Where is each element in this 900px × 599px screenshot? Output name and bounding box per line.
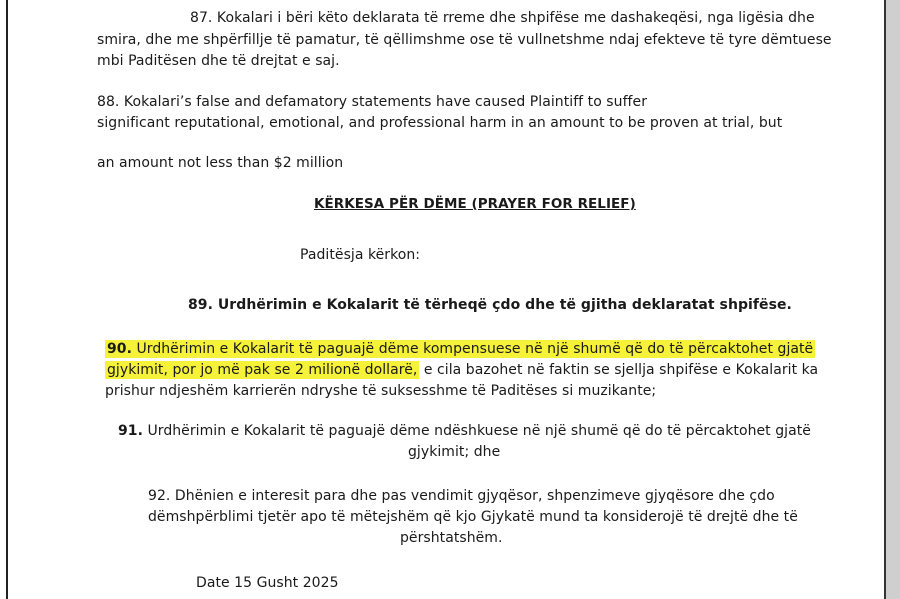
- item-92-line-3: përshtatshëm.: [400, 530, 503, 546]
- item-90-line-1: [105, 339, 815, 359]
- intro-text: Paditësja kërkon:: [300, 247, 421, 263]
- item-89-text: Urdhërimin e Kokalarit të tërheqë çdo dhe të gjitha deklaratat shpifëse.: [217, 297, 792, 313]
- item-91-line-1-text: Urdhërimin e Kokalarit të paguajë dëme ndëshkuese në një shumë që do të përcaktohet gjatë: [147, 423, 811, 439]
- item-90-highlight-1: [105, 340, 815, 358]
- item-92-line-2: dëmshpërblimi tjetër apo të mëtejshëm që kjo Gjykatë mund ta konsiderojë të drejtë dhe të: [148, 509, 798, 525]
- section-heading: KËRKESA PËR DËME (PRAYER FOR RELIEF): [314, 196, 636, 212]
- item-90-line-2: [105, 360, 818, 380]
- right-scroll-edge: [884, 0, 900, 599]
- para-88-line-2: significant reputational, emotional, and professional harm in an amount to be proven at trial, but: [97, 115, 783, 131]
- item-92-line-1: 92. Dhënien e interesit para dhe pas vendimit gjyqësor, shpenzimeve gjyqësore dhe çdo: [148, 488, 775, 504]
- item-90-line-2-rest: e cila bazohet në faktin se sjellja shpifëse e Kokalarit ka: [419, 362, 819, 378]
- para-88-line-3: an amount not less than $2 million: [97, 155, 344, 171]
- item-89: [188, 295, 792, 315]
- para-87-line-2: smira, dhe me shpërfillje të pamatur, të qëllimshme ose të vullnetshme ndaj efekteve të tyre dëmtuese: [97, 32, 832, 48]
- item-90-line-1-text: Urdhërimin e Kokalarit të paguajë dëme kompensuese në një shumë që do të përcaktohet gjatë: [136, 341, 814, 357]
- item-91-number: 91.: [118, 423, 143, 439]
- item-90-highlight-2: gjykimit, por jo më pak se 2 milionë dollarë,: [107, 362, 418, 378]
- document-page: [8, 0, 884, 599]
- item-91-line-2: gjykimit; dhe: [408, 444, 501, 460]
- para-88-line-1: 88. Kokalari’s false and defamatory statements have caused Plaintiff to suffer: [97, 94, 648, 110]
- para-87-line-1: 87. Kokalari i bëri këto deklarata të rreme dhe shpifëse me dashakeqësi, nga ligësia dhe: [190, 10, 815, 26]
- para-87-line-3: mbi Paditësen dhe të drejtat e saj.: [97, 53, 340, 69]
- item-90-number: 90.: [107, 341, 132, 357]
- item-89-number: 89.: [188, 297, 213, 313]
- left-border: [0, 0, 8, 599]
- item-90-line-3: prishur ndjeshëm karrierën ndryshe të suksesshme të Paditëses si muzikante;: [105, 383, 657, 399]
- date-line: Date 15 Gusht 2025: [196, 575, 339, 591]
- item-91-line-1: [118, 421, 811, 441]
